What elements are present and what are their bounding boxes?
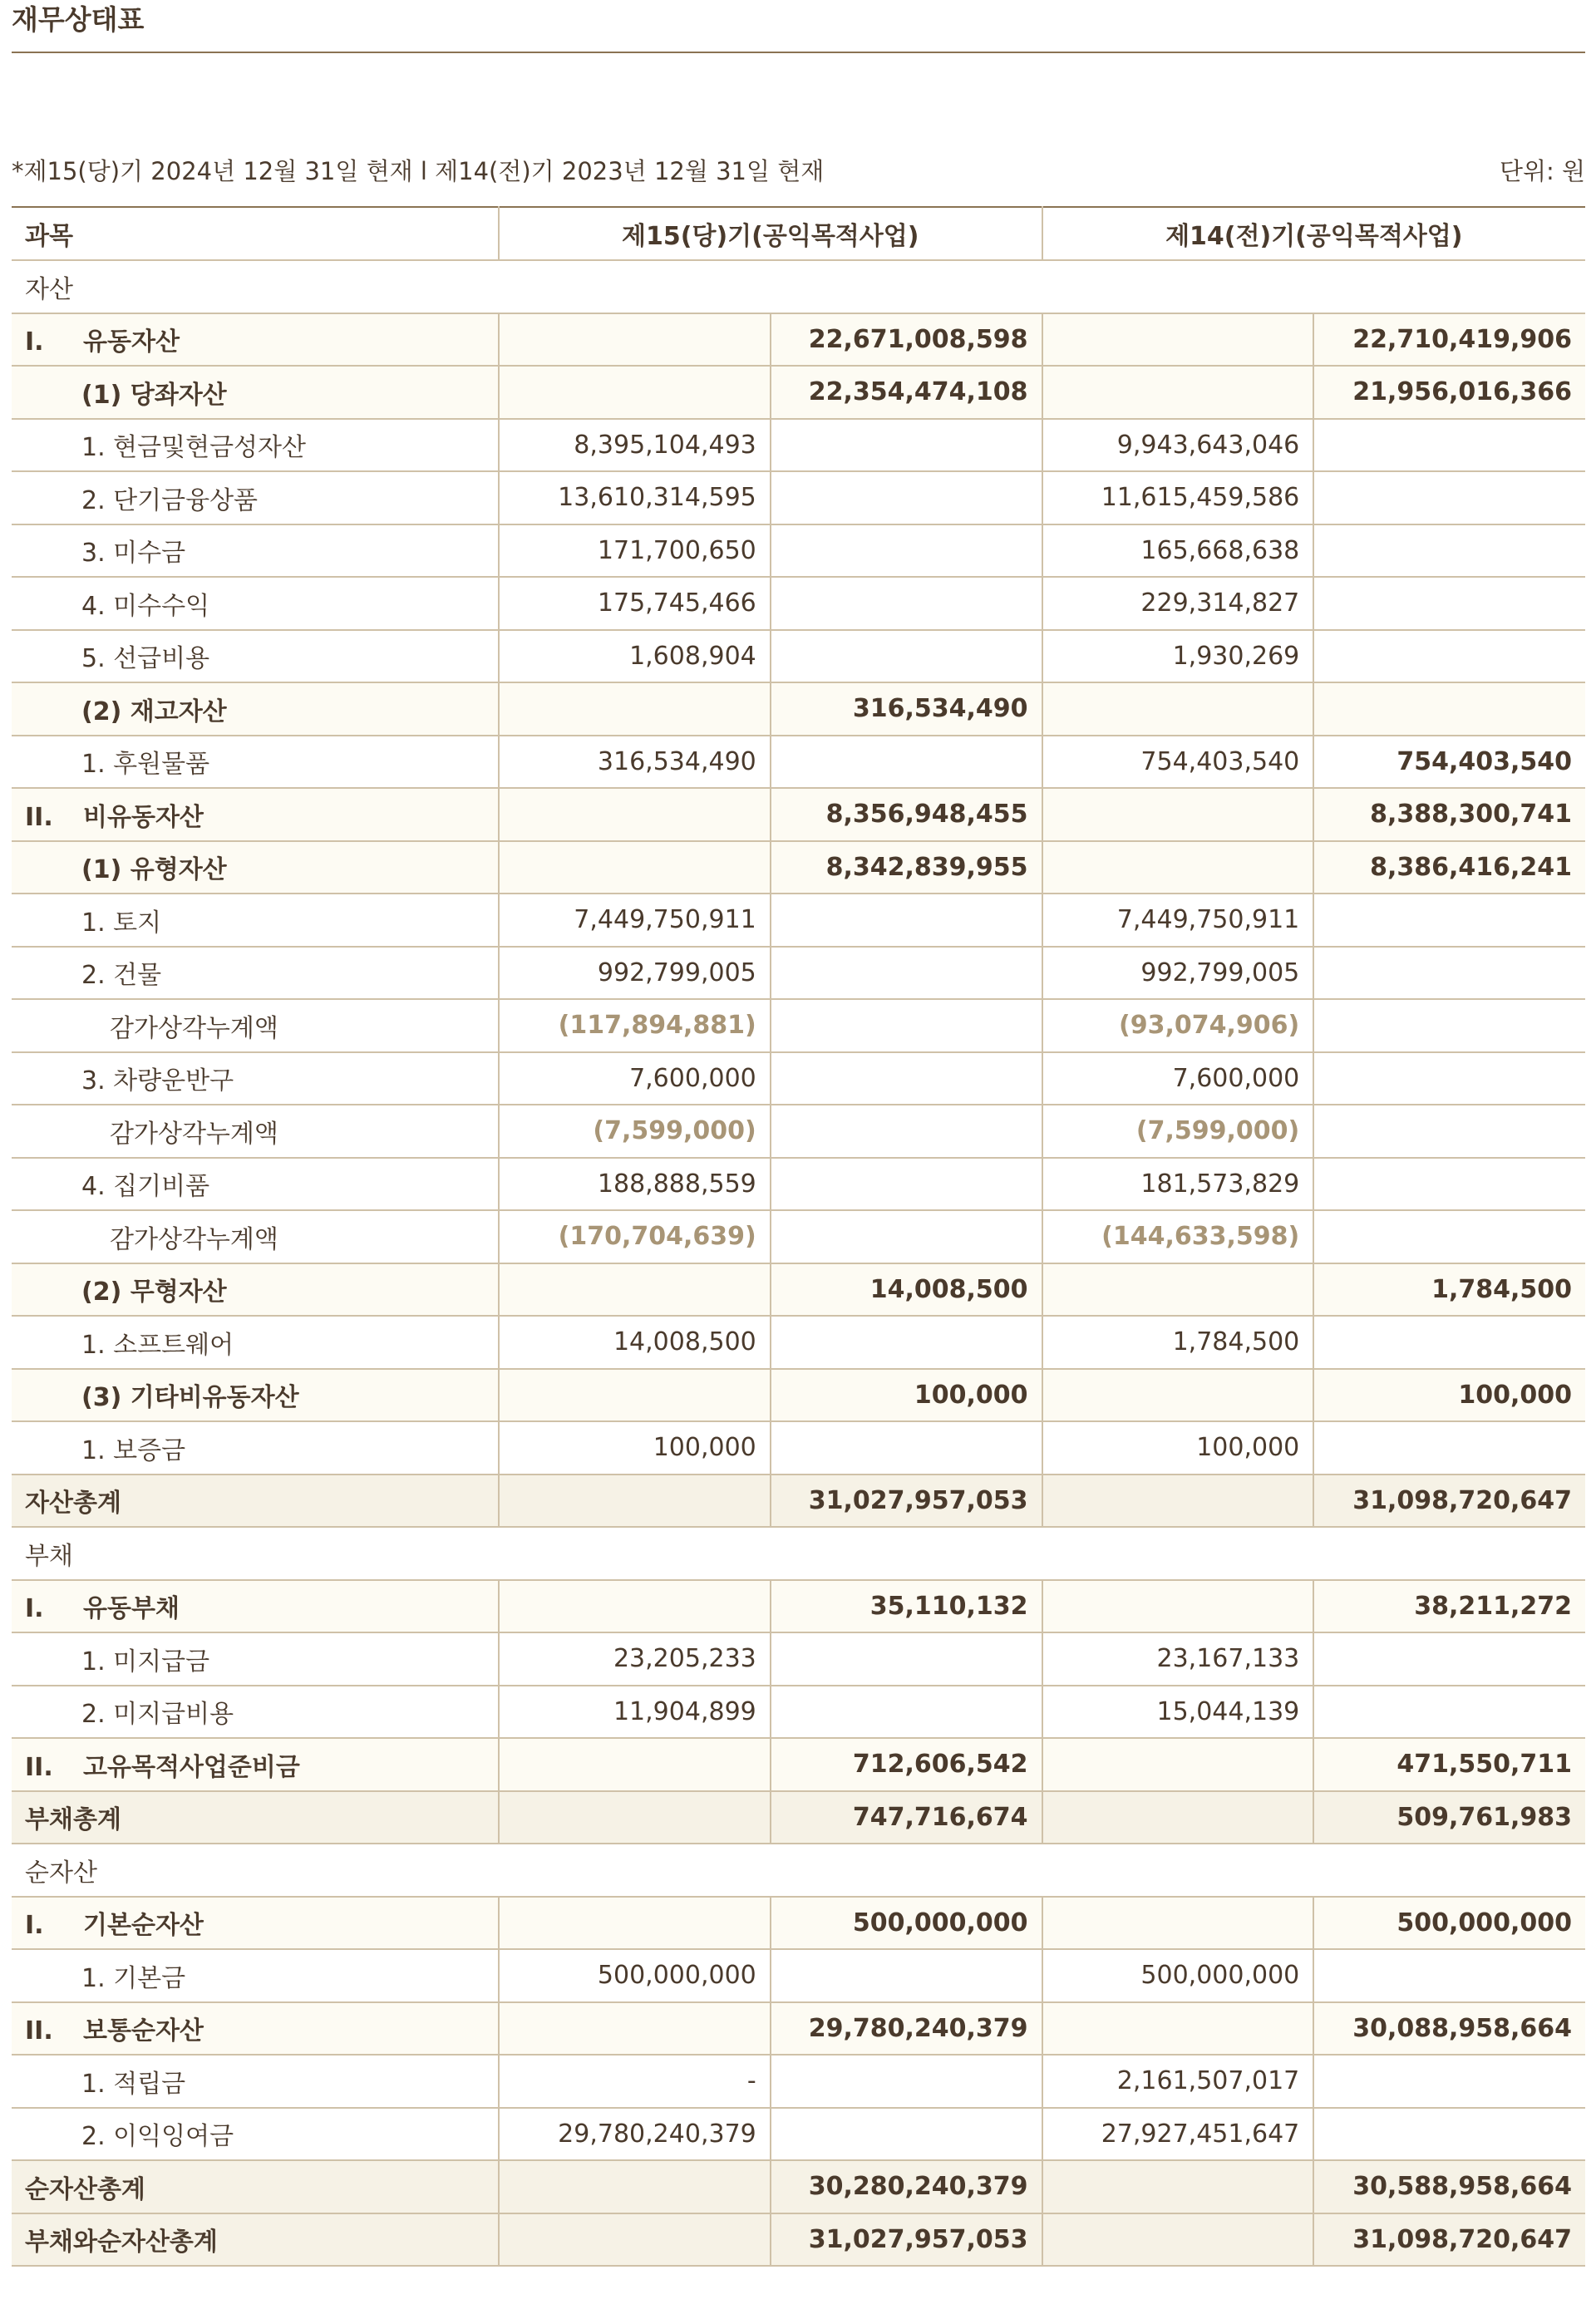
prev-sub-value: 165,668,638 [1042,524,1314,578]
cur-total-value [771,1158,1042,1211]
roman-numeral: II. [25,802,53,832]
cur-total-value [771,736,1042,789]
cur-total-value [771,1632,1042,1686]
row-label [12,2002,499,2056]
prev-sub-value: 27,927,451,647 [1042,2108,1314,2161]
cur-sub-value: (117,894,881) [499,999,771,1052]
cur-sub-value: 175,745,466 [499,577,771,630]
table-header-row [12,207,1585,260]
table-row [12,313,1585,367]
prev-total-value [1313,947,1585,1000]
page-title: 재무상태표 [12,0,1585,53]
cur-total-value: 31,027,957,053 [771,1475,1042,1528]
cur-sub-value [499,2002,771,2056]
prev-total-value [1313,999,1585,1052]
prev-total-value: 31,098,720,647 [1313,1475,1585,1528]
table-row [12,1369,1585,1422]
cur-sub-value [499,1791,771,1844]
prev-total-value [1313,2055,1585,2108]
cur-sub-value: 7,600,000 [499,1052,771,1105]
row-label: 자산총계 [12,1475,499,1528]
cur-total-value [771,947,1042,1000]
prev-sub-value [1042,313,1314,367]
row-label: (3) 기타비유동자산 [12,1369,499,1422]
prev-total-value [1313,630,1585,683]
cur-sub-value: (170,704,639) [499,1210,771,1263]
section-row [12,1844,1585,1897]
row-label: 2. 미지급비용 [12,1686,499,1739]
cur-total-value [771,999,1042,1052]
table-row [12,366,1585,419]
row-label: 1. 후원물품 [12,736,499,789]
header-account: 과목 [12,207,499,260]
table-row [12,2108,1585,2161]
cur-sub-value [499,1475,771,1528]
prev-sub-value: (144,633,598) [1042,1210,1314,1263]
row-label: 2. 단기금융상품 [12,471,499,524]
total-row [12,1791,1585,1844]
row-label: (2) 재고자산 [12,682,499,736]
prev-total-value: 31,098,720,647 [1313,2213,1585,2267]
cur-sub-value [499,2160,771,2213]
prev-total-value [1313,1421,1585,1475]
roman-numeral: II. [25,2016,53,2046]
row-label-text: 비유동자산 [83,802,204,832]
roman-numeral: I. [25,1911,44,1941]
cur-total-value: 8,356,948,455 [771,788,1042,841]
roman-numeral: II. [25,1752,53,1782]
table-row [12,947,1585,1000]
cur-sub-value [499,1369,771,1422]
table-row [12,1421,1585,1475]
row-label: 부채와순자산총계 [12,2213,499,2267]
prev-total-value: 38,211,272 [1313,1580,1585,1633]
prev-sub-value [1042,366,1314,419]
table-row [12,1897,1585,1950]
period-text: *제15(당)기 2024년 12월 31일 현재 l 제14(전)기 2023년 12월 31일 현재 [12,157,825,185]
cur-sub-value [499,366,771,419]
prev-total-value [1313,1105,1585,1158]
cur-sub-value: 1,608,904 [499,630,771,683]
table-row [12,1210,1585,1263]
prev-total-value: 509,761,983 [1313,1791,1585,1844]
table-row [12,788,1585,841]
prev-total-value [1313,419,1585,472]
prev-total-value: 30,588,958,664 [1313,2160,1585,2213]
section-row [12,260,1585,313]
cur-total-value: 22,354,474,108 [771,366,1042,419]
row-label: 5. 선급비용 [12,630,499,683]
cur-sub-value [499,313,771,367]
prev-total-value: 30,088,958,664 [1313,2002,1585,2056]
section-label: 부채 [12,1527,1585,1580]
table-row [12,1686,1585,1739]
cur-sub-value: 7,449,750,911 [499,894,771,947]
cur-total-value [771,1316,1042,1369]
cur-total-value: 22,671,008,598 [771,313,1042,367]
cur-total-value [771,1105,1042,1158]
prev-total-value: 471,550,711 [1313,1738,1585,1791]
prev-total-value: 8,388,300,741 [1313,788,1585,841]
cur-total-value [771,419,1042,472]
prev-sub-value: 500,000,000 [1042,1949,1314,2002]
row-label: 감가상각누계액 [12,1210,499,1263]
cur-sub-value [499,2213,771,2267]
table-row [12,1263,1585,1317]
prev-sub-value: 229,314,827 [1042,577,1314,630]
cur-total-value [771,630,1042,683]
cur-total-value [771,2108,1042,2161]
cur-sub-value: 23,205,233 [499,1632,771,1686]
prev-total-value: 100,000 [1313,1369,1585,1422]
cur-sub-value: 171,700,650 [499,524,771,578]
cur-sub-value: - [499,2055,771,2108]
prev-total-value: 22,710,419,906 [1313,313,1585,367]
cur-sub-value: 316,534,490 [499,736,771,789]
prev-sub-value [1042,1791,1314,1844]
cur-sub-value [499,788,771,841]
cur-sub-value: (7,599,000) [499,1105,771,1158]
row-label: 1. 소프트웨어 [12,1316,499,1369]
prev-total-value [1313,682,1585,736]
cur-total-value: 712,606,542 [771,1738,1042,1791]
table-row [12,999,1585,1052]
prev-total-value [1313,2108,1585,2161]
table-row [12,841,1585,894]
prev-sub-value [1042,1475,1314,1528]
table-row [12,1580,1585,1633]
cur-total-value: 316,534,490 [771,682,1042,736]
prev-sub-value [1042,841,1314,894]
cur-total-value [771,894,1042,947]
row-label-text: 보통순자산 [83,2016,204,2046]
prev-total-value [1313,1686,1585,1739]
prev-sub-value: 9,943,643,046 [1042,419,1314,472]
row-label-text: 기본순자산 [83,1911,204,1941]
prev-total-value [1313,524,1585,578]
balance-sheet-table [12,206,1585,2267]
cur-sub-value [499,682,771,736]
cur-total-value: 30,280,240,379 [771,2160,1042,2213]
section-row [12,1527,1585,1580]
row-label: 1. 미지급금 [12,1632,499,1686]
prev-sub-value: (93,074,906) [1042,999,1314,1052]
roman-numeral: I. [25,327,44,357]
prev-total-value: 8,386,416,241 [1313,841,1585,894]
cur-sub-value: 13,610,314,595 [499,471,771,524]
row-label-text: 유동부채 [83,1594,180,1624]
row-label-text: 유동자산 [83,327,180,357]
row-label: 부채총계 [12,1791,499,1844]
row-label [12,788,499,841]
table-row [12,1738,1585,1791]
table-row [12,1632,1585,1686]
cur-total-value: 500,000,000 [771,1897,1042,1950]
prev-total-value: 1,784,500 [1313,1263,1585,1317]
cur-sub-value: 11,904,899 [499,1686,771,1739]
row-label: 4. 집기비품 [12,1158,499,1211]
row-label: 2. 건물 [12,947,499,1000]
row-label [12,1580,499,1633]
cur-total-value: 31,027,957,053 [771,2213,1042,2267]
total-row [12,2213,1585,2267]
table-row [12,1158,1585,1211]
table-row [12,630,1585,683]
prev-sub-value: 7,449,750,911 [1042,894,1314,947]
prev-sub-value: 754,403,540 [1042,736,1314,789]
cur-sub-value: 14,008,500 [499,1316,771,1369]
prev-sub-value [1042,2213,1314,2267]
cur-sub-value: 500,000,000 [499,1949,771,2002]
prev-sub-value [1042,788,1314,841]
row-label: 1. 보증금 [12,1421,499,1475]
table-row [12,1052,1585,1105]
cur-sub-value [499,1263,771,1317]
table-row [12,524,1585,578]
prev-sub-value: 181,573,829 [1042,1158,1314,1211]
prev-sub-value [1042,1738,1314,1791]
row-label: (1) 유형자산 [12,841,499,894]
prev-total-value [1313,577,1585,630]
header-current-period: 제15(당)기(공익목적사업) [499,207,1042,260]
cur-total-value [771,1949,1042,2002]
cur-sub-value: 992,799,005 [499,947,771,1000]
cur-sub-value: 8,395,104,493 [499,419,771,472]
total-row [12,1475,1585,1528]
prev-sub-value: 11,615,459,586 [1042,471,1314,524]
table-row [12,1105,1585,1158]
row-label: 순자산총계 [12,2160,499,2213]
table-row [12,1949,1585,2002]
prev-total-value [1313,1949,1585,2002]
prev-sub-value [1042,682,1314,736]
header-previous-period: 제14(전)기(공익목적사업) [1042,207,1586,260]
table-row [12,894,1585,947]
statement-subheader [12,151,1585,191]
cur-total-value: 14,008,500 [771,1263,1042,1317]
prev-total-value [1313,1158,1585,1211]
row-label: 3. 미수금 [12,524,499,578]
cur-total-value: 8,342,839,955 [771,841,1042,894]
table-row [12,2002,1585,2056]
prev-sub-value [1042,1369,1314,1422]
row-label: (2) 무형자산 [12,1263,499,1317]
row-label [12,1738,499,1791]
cur-total-value: 100,000 [771,1369,1042,1422]
cur-total-value [771,1210,1042,1263]
prev-sub-value [1042,2160,1314,2213]
cur-sub-value [499,1738,771,1791]
row-label: 4. 미수수익 [12,577,499,630]
total-row [12,2160,1585,2213]
row-label: 3. 차량운반구 [12,1052,499,1105]
table-row [12,1316,1585,1369]
prev-total-value [1313,1210,1585,1263]
cur-total-value [771,1421,1042,1475]
cur-total-value: 29,780,240,379 [771,2002,1042,2056]
prev-sub-value: 7,600,000 [1042,1052,1314,1105]
cur-total-value [771,1052,1042,1105]
prev-sub-value: 1,930,269 [1042,630,1314,683]
cur-sub-value: 188,888,559 [499,1158,771,1211]
prev-total-value: 500,000,000 [1313,1897,1585,1950]
cur-total-value: 747,716,674 [771,1791,1042,1844]
prev-sub-value [1042,2002,1314,2056]
prev-total-value [1313,1632,1585,1686]
roman-numeral: I. [25,1594,44,1624]
cur-sub-value [499,841,771,894]
section-label: 순자산 [12,1844,1585,1897]
table-row [12,471,1585,524]
prev-sub-value: 15,044,139 [1042,1686,1314,1739]
cur-sub-value [499,1897,771,1950]
prev-sub-value: 992,799,005 [1042,947,1314,1000]
row-label-text: 고유목적사업준비금 [83,1752,300,1782]
row-label: 1. 기본금 [12,1949,499,2002]
table-row [12,2055,1585,2108]
prev-total-value [1313,1316,1585,1369]
table-row [12,419,1585,472]
prev-total-value [1313,1052,1585,1105]
prev-sub-value: 1,784,500 [1042,1316,1314,1369]
row-label: 2. 이익잉여금 [12,2108,499,2161]
cur-total-value: 35,110,132 [771,1580,1042,1633]
row-label [12,313,499,367]
cur-sub-value: 100,000 [499,1421,771,1475]
cur-total-value [771,577,1042,630]
prev-sub-value [1042,1580,1314,1633]
prev-total-value [1313,471,1585,524]
cur-total-value [771,1686,1042,1739]
cur-total-value [771,2055,1042,2108]
row-label: 1. 적립금 [12,2055,499,2108]
row-label [12,1897,499,1950]
table-row [12,577,1585,630]
table-row [12,682,1585,736]
table-row [12,736,1585,789]
prev-total-value [1313,894,1585,947]
row-label: 1. 토지 [12,894,499,947]
row-label: 1. 현금및현금성자산 [12,419,499,472]
prev-sub-value: 100,000 [1042,1421,1314,1475]
section-label: 자산 [12,260,1585,313]
prev-sub-value: 2,161,507,017 [1042,2055,1314,2108]
prev-total-value: 754,403,540 [1313,736,1585,789]
cur-total-value [771,471,1042,524]
row-label: 감가상각누계액 [12,1105,499,1158]
prev-sub-value: (7,599,000) [1042,1105,1314,1158]
cur-sub-value: 29,780,240,379 [499,2108,771,2161]
unit-text: 단위: 원 [1499,157,1585,185]
cur-total-value [771,524,1042,578]
prev-sub-value [1042,1263,1314,1317]
row-label: (1) 당좌자산 [12,366,499,419]
prev-sub-value: 23,167,133 [1042,1632,1314,1686]
prev-sub-value [1042,1897,1314,1950]
prev-total-value: 21,956,016,366 [1313,366,1585,419]
row-label: 감가상각누계액 [12,999,499,1052]
cur-sub-value [499,1580,771,1633]
